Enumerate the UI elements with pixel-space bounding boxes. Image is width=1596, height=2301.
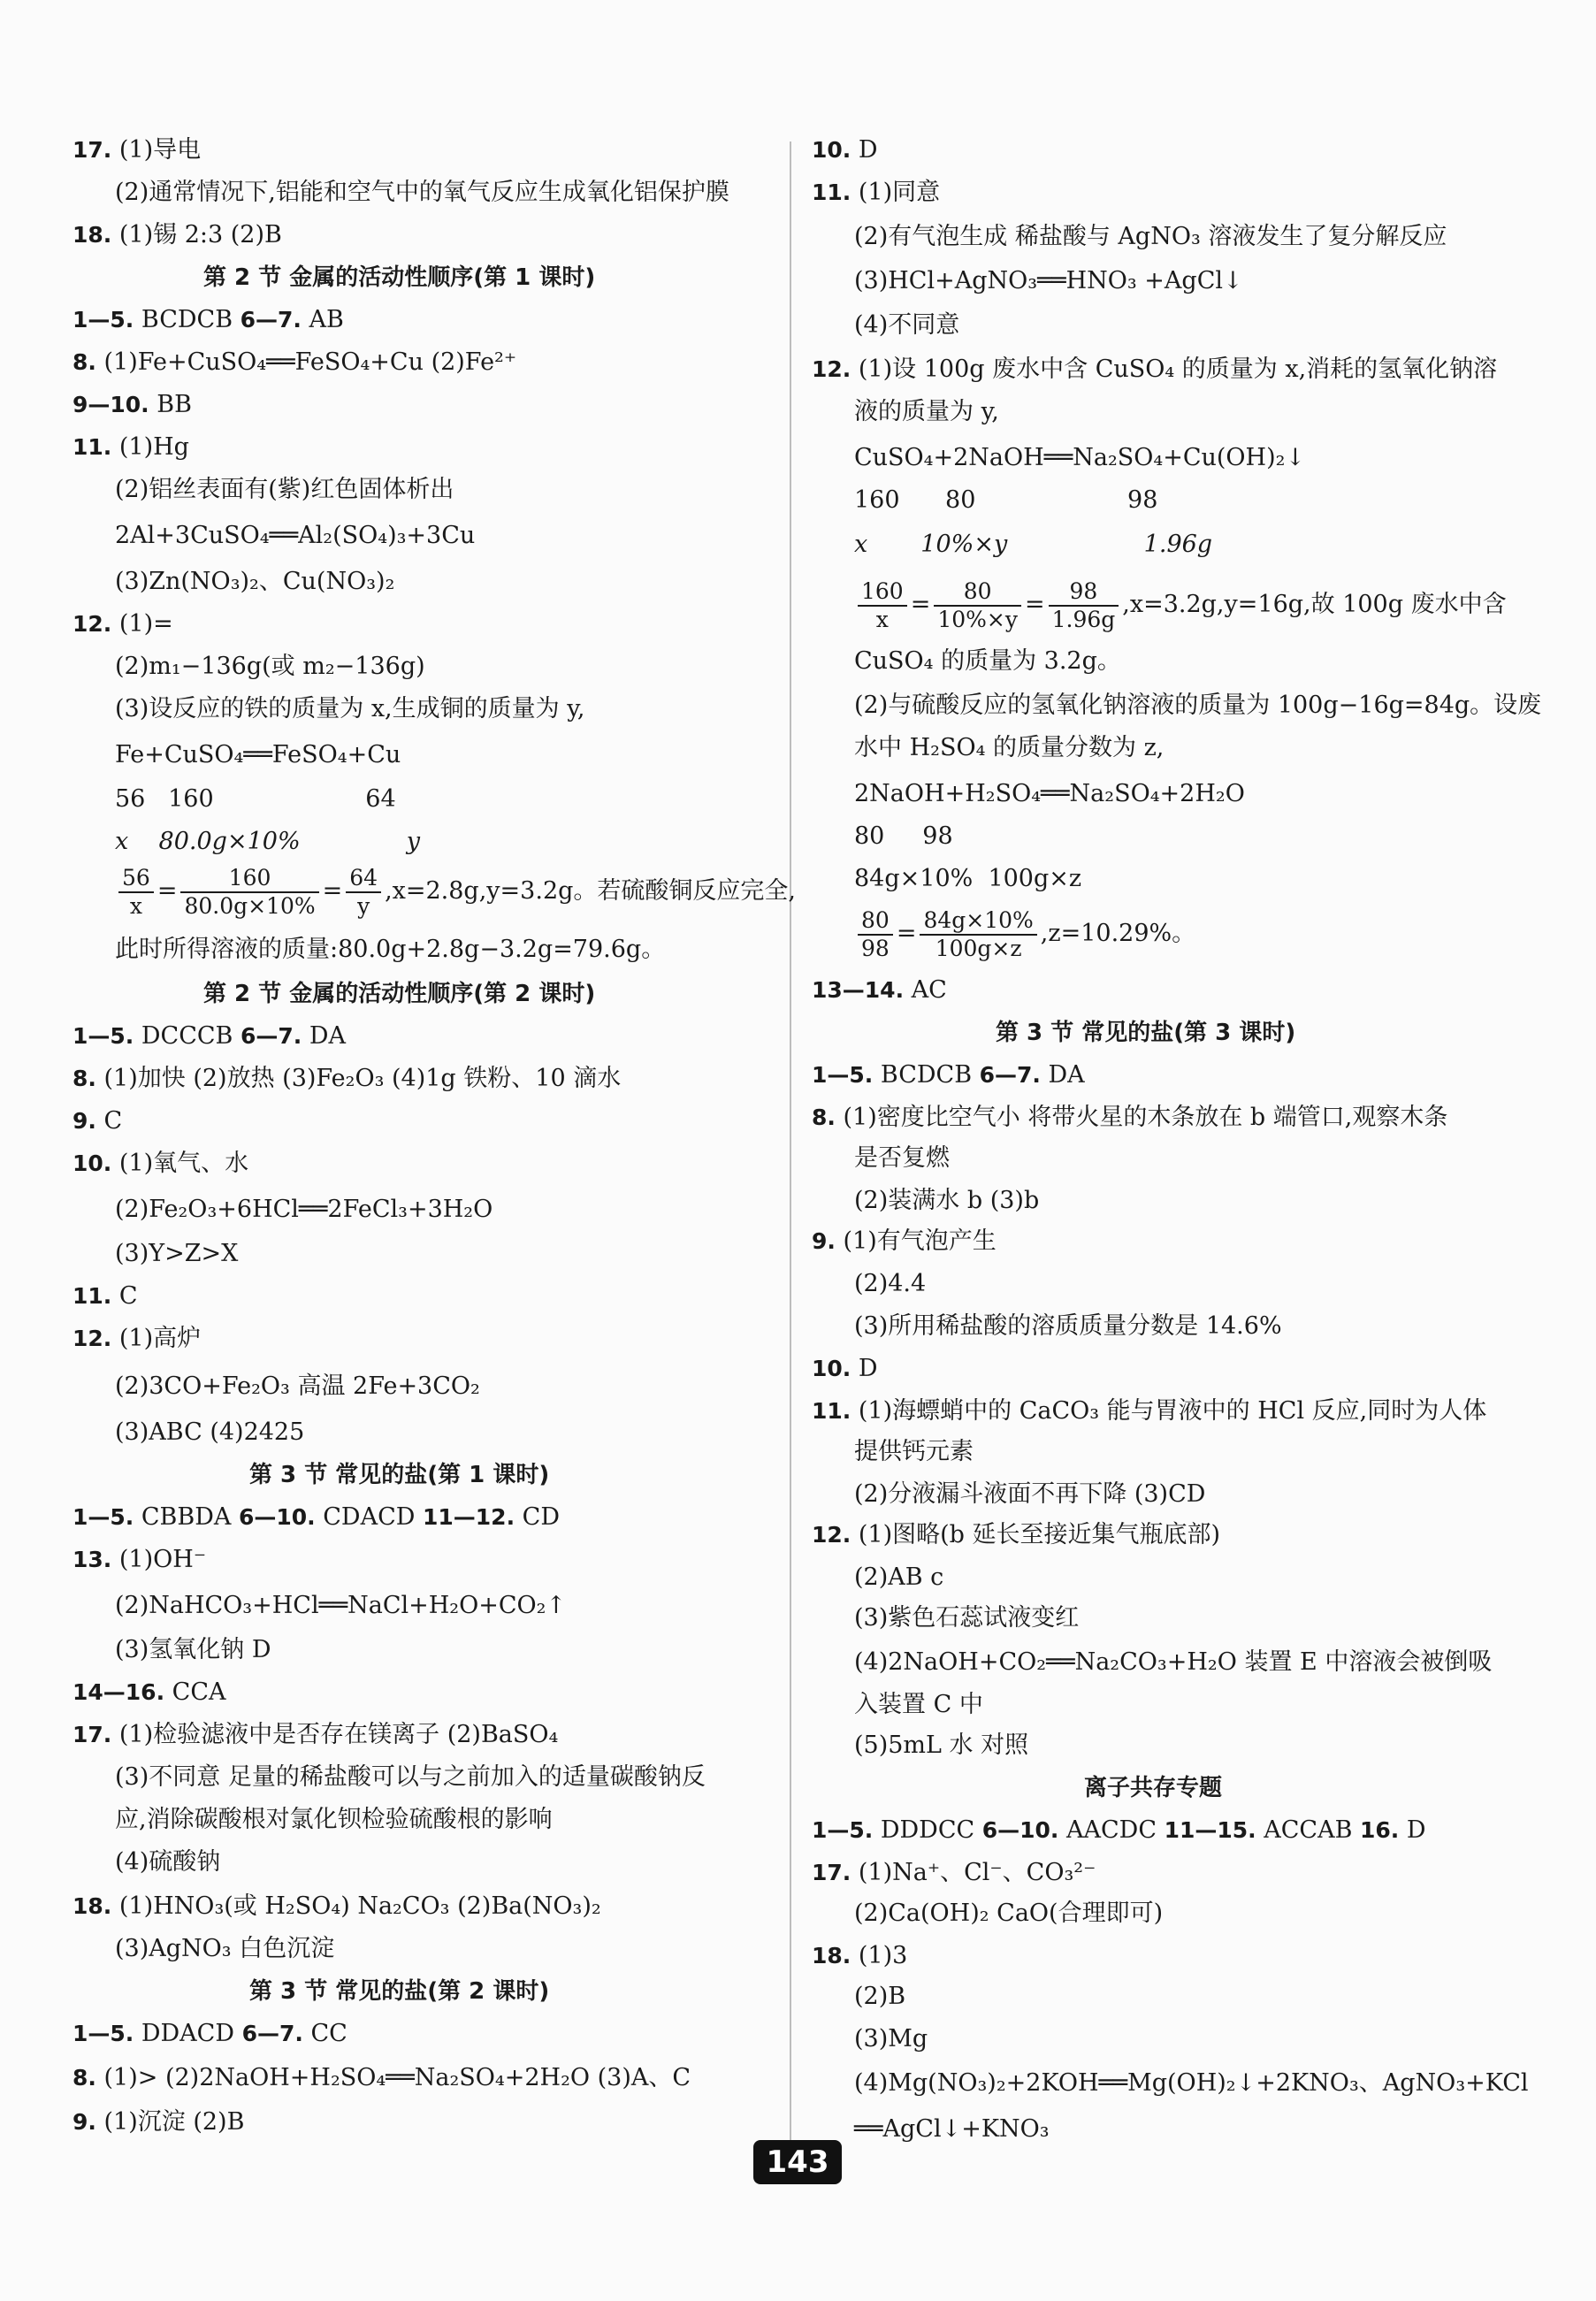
- answer-line: Fe+CuSO₄══FeSO₄+Cu: [115, 741, 401, 768]
- answer-line: (4)不同意: [854, 311, 960, 339]
- answer-line: 13. (1)OH⁻: [73, 1546, 207, 1573]
- answer-line: 8. (1)Fe+CuSO₄══FeSO₄+Cu (2)Fe²⁺: [73, 348, 517, 376]
- answer-line: 18. (1)HNO₃(或 H₂SO₄) Na₂CO₃ (2)Ba(NO₃)₂: [73, 1892, 601, 1920]
- answer-line: 应,消除碳酸根对氯化钡检验硫酸根的影响: [115, 1806, 553, 1833]
- answer-line: (3)HCl+AgNO₃══HNO₃ +AgCl↓: [854, 267, 1243, 294]
- fraction: $\frac{56}{x}$: [118, 865, 154, 920]
- answer-line: (3)不同意 足量的稀盐酸可以与之前加入的适量碳酸钠反: [115, 1763, 706, 1791]
- answer-line: 此时所得溶液的质量:80.0g+2.8g−3.2g=79.6g。: [115, 936, 666, 963]
- answer-line: (2)装满水 b (3)b: [854, 1187, 1040, 1214]
- answer-line: 液的质量为 y,: [854, 398, 999, 425]
- answer-line: 2NaOH+H₂SO₄══Na₂SO₄+2H₂O: [854, 780, 1245, 807]
- answer-line: 1—5. DDDCC 6—10. AACDC 11—15. ACCAB 16. D: [812, 1816, 1426, 1844]
- answer-line: 12. (1)设 100g 废水中含 CuSO₄ 的质量为 x,消耗的氢氧化钠溶: [812, 355, 1498, 383]
- section-heading: 第 3 节 常见的盐(第 2 课时): [249, 1978, 550, 2005]
- answer-line: 160 80 98: [854, 486, 1158, 514]
- answer-line: 13—14. AC: [812, 976, 947, 1004]
- answer-line: 1—5. BCDCB 6—7. AB: [73, 306, 344, 333]
- answer-line: (2)铝丝表面有(紫)红色固体析出: [115, 476, 454, 503]
- answer-line: 84g×10% 100g×z: [854, 865, 1082, 892]
- answer-line: 10. (1)氧气、水: [73, 1150, 249, 1177]
- section-heading: 第 2 节 金属的活动性顺序(第 2 课时): [203, 981, 596, 1007]
- answer-line: (4)硫酸钠: [115, 1848, 221, 1876]
- answer-line: 18. (1)锡 2:3 (2)B: [73, 221, 282, 248]
- fraction: $\frac{64}{y}$: [346, 865, 381, 920]
- answer-line: (2)有气泡生成 稀盐酸与 AgNO₃ 溶液发生了复分解反应: [854, 223, 1447, 250]
- answer-line: (2)通常情况下,铝能和空气中的氧气反应生成氧化铝保护膜: [115, 179, 729, 206]
- answer-line: 8. (1)> (2)2NaOH+H₂SO₄══Na₂SO₄+2H₂O (3)A、C: [73, 2064, 691, 2091]
- answer-line: 80 98: [854, 822, 953, 850]
- answer-line: x 10%×y 1.96g: [854, 531, 1213, 558]
- answer-line: (3)所用稀盐酸的溶质质量分数是 14.6%: [854, 1312, 1282, 1340]
- answer-line: (5)5mL 水 对照: [854, 1731, 1029, 1759]
- answer-line: 11. (1)Hg: [73, 433, 189, 461]
- answer-line: 12. (1)图略(b 延长至接近集气瓶底部): [812, 1521, 1221, 1548]
- section-heading: 第 3 节 常见的盐(第 3 课时): [996, 1020, 1296, 1046]
- answer-line: 提供钙元素: [854, 1438, 974, 1465]
- answer-line: 17. (1)Na⁺、Cl⁻、CO₃²⁻: [812, 1859, 1096, 1886]
- answer-line: 17. (1)导电: [73, 136, 202, 164]
- answer-line: 入装置 C 中: [854, 1691, 983, 1718]
- fraction: $\frac{80}{98}$: [858, 907, 893, 962]
- answer-line: (2)Ca(OH)₂ CaO(合理即可): [854, 1900, 1164, 1927]
- answer-line: (4)Mg(NO₃)₂+2KOH══Mg(OH)₂↓+2KNO₃、AgNO₃+KCl: [854, 2069, 1529, 2097]
- answer-line: (2)NaHCO₃+HCl══NaCl+H₂O+CO₂↑: [115, 1592, 567, 1619]
- answer-line: 9. (1)沉淀 (2)B: [73, 2108, 245, 2136]
- answer-line: 11. C: [73, 1282, 138, 1310]
- answer-line: 14—16. CCA: [73, 1678, 226, 1706]
- answer-line: 9. C: [73, 1107, 123, 1135]
- answer-line: CuSO₄+2NaOH══Na₂SO₄+Cu(OH)₂↓: [854, 444, 1306, 471]
- answer-line: (3)氢氧化钠 D: [115, 1636, 271, 1663]
- fraction: $\frac{160}{x}$: [858, 578, 907, 633]
- fraction-equation: $\frac{160}{x}$ = $\frac{80}{10\%\times y}$ = $\frac{98}{1.96g}$ ,x=3.2g,y=16g,故 100g 废水中含: [854, 577, 1507, 633]
- answer-line: x 80.0g×10% y: [115, 828, 421, 855]
- answer-line: 12. (1)=: [73, 610, 173, 638]
- answer-line: 11. (1)海螵蛸中的 CaCO₃ 能与胃液中的 HCl 反应,同时为人体: [812, 1397, 1487, 1425]
- answer-line: 2Al+3CuSO₄══Al₂(SO₄)₃+3Cu: [115, 522, 476, 549]
- answer-line: 水中 H₂SO₄ 的质量分数为 z,: [854, 734, 1165, 761]
- answer-line: (3)AgNO₃ 白色沉淀: [115, 1935, 335, 1962]
- section-heading: 第 2 节 金属的活动性顺序(第 1 课时): [203, 264, 596, 291]
- answer-line: 1—5. DDACD 6—7. CC: [73, 2020, 347, 2047]
- answer-line: (3)Mg: [854, 2025, 928, 2053]
- fraction-equation: $\frac{56}{x}$ = $\frac{160}{80.0g\times 10\%}$ = $\frac{64}{y}$ ,x=2.8g,y=3.2g。若硫酸铜反应完全,: [115, 863, 796, 920]
- column-divider: [790, 141, 791, 2158]
- answer-line: (2)4.4: [854, 1270, 927, 1297]
- section-heading: 离子共存专题: [1084, 1775, 1223, 1801]
- answer-line: 10. D: [812, 1355, 878, 1382]
- answer-line: (2)m₁−136g(或 m₂−136g): [115, 653, 425, 680]
- answer-line: 11. (1)同意: [812, 179, 941, 206]
- answer-line: 1—5. CBBDA 6—10. CDACD 11—12. CD: [73, 1503, 560, 1531]
- answer-line: (3)Y>Z>X: [115, 1240, 239, 1267]
- fraction: $\frac{98}{1.96g}$: [1049, 578, 1119, 633]
- page-number: 143: [753, 2140, 842, 2184]
- answer-line: (2)与硫酸反应的氢氧化钠溶液的质量为 100g−16g=84g。设废: [854, 692, 1542, 719]
- answer-line: (3)ABC (4)2425: [115, 1418, 305, 1446]
- answer-line: (3)Zn(NO₃)₂、Cu(NO₃)₂: [115, 568, 395, 595]
- answer-line: 9—10. BB: [73, 391, 192, 418]
- answer-line: 17. (1)检验滤液中是否存在镁离子 (2)BaSO₄: [73, 1721, 559, 1748]
- fraction: $\frac{160}{80.0g\times 10\%}$: [180, 865, 318, 920]
- section-heading: 第 3 节 常见的盐(第 1 课时): [249, 1462, 550, 1488]
- answer-line: (4)2NaOH+CO₂══Na₂CO₃+H₂O 装置 E 中溶液会被倒吸: [854, 1648, 1493, 1676]
- answer-line: (2)3CO+Fe₂O₃ 高温 2Fe+3CO₂: [115, 1372, 480, 1400]
- answer-line: 1—5. DCCCB 6—7. DA: [73, 1022, 346, 1050]
- answer-line: CuSO₄ 的质量为 3.2g。: [854, 647, 1121, 675]
- answer-line: (2)Fe₂O₃+6HCl══2FeCl₃+3H₂O: [115, 1196, 493, 1223]
- answer-line: (3)设反应的铁的质量为 x,生成铜的质量为 y,: [115, 695, 585, 722]
- answer-line: 18. (1)3: [812, 1942, 908, 1969]
- answer-line: (2)B: [854, 1983, 906, 2010]
- answer-line: ══AgCl↓+KNO₃: [854, 2115, 1050, 2143]
- answer-line: (3)紫色石蕊试液变红: [854, 1604, 1080, 1632]
- answer-line: 9. (1)有气泡产生: [812, 1227, 997, 1255]
- answer-line: 是否复燃: [854, 1144, 950, 1172]
- answer-line: 8. (1)加快 (2)放热 (3)Fe₂O₃ (4)1g 铁粉、10 滴水: [73, 1065, 622, 1092]
- answer-line: 8. (1)密度比空气小 将带火星的木条放在 b 端管口,观察木条: [812, 1104, 1448, 1131]
- fraction-equation: $\frac{80}{98}$ = $\frac{84g\times 10\%}{100g\times z}$ ,z=10.29%。: [854, 906, 1195, 962]
- answer-line: 10. D: [812, 136, 878, 164]
- fraction: $\frac{84g\times 10\%}{100g\times z}$: [920, 907, 1036, 962]
- answer-line: 1—5. BCDCB 6—7. DA: [812, 1061, 1085, 1089]
- answer-line: 56 160 64: [115, 785, 396, 813]
- fraction: $\frac{80}{10\%\times y}$: [934, 578, 1021, 633]
- answer-line: (2)AB c: [854, 1563, 944, 1591]
- answer-line: 12. (1)高炉: [73, 1325, 202, 1352]
- answer-line: (2)分液漏斗液面不再下降 (3)CD: [854, 1480, 1206, 1508]
